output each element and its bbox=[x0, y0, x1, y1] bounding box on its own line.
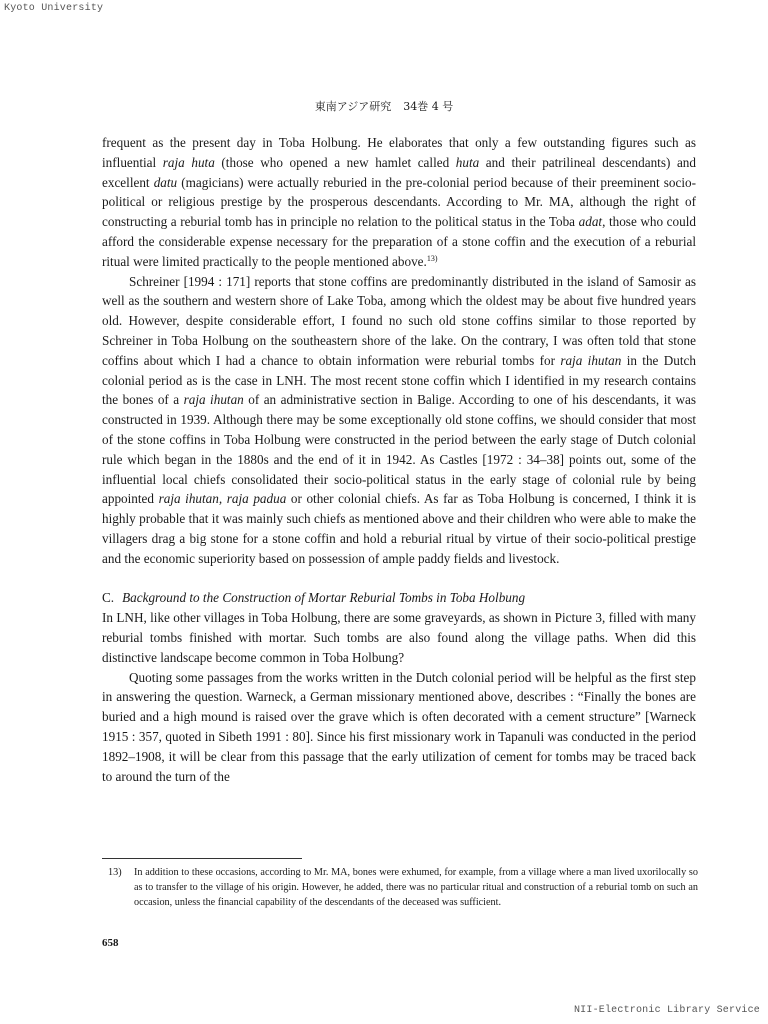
text-run: Schreiner [1994 : 171] reports that stone coffins are predominantly distributed in the island of Samosir as well as the southern and western shore of Lake Toba, among which the oldest may be about five hundred years old. However, despite considerable effort, I found no such old stone coffins similar to those reported by Schreiner in Toba Holbung on the southeastern shore of the lake. On the contrary, I was often told that stone coffins about which I had a chance to obtain information were reburial tombs for bbox=[102, 273, 696, 368]
italic-term: raja ihutan bbox=[560, 352, 622, 368]
paragraph-4: Quoting some passages from the works written in the Dutch colonial period will be helpful as the first step in answering the question. Warneck, a German missionary mentioned above, describes : “Finally the bones are buried and a high mound is raised over the grave which is often decorated with a cement structure” [Warneck 1915 : 357, quoted in Sibeth 1991 : 80]. Since his first missionary work in Tapanuli was conducted in the period 1892–1908, it will be clear from this passage that the early utilization of cement for tombs may be traced back to around the turn of the bbox=[102, 669, 696, 784]
section-title: Background to the Construction of Mortar Reburial Tombs in Toba Holbung bbox=[122, 590, 526, 606]
text-run: in the Dutch colonial period as is the case in LNH. The most recent stone coffin which I identified in my research contains the bones of a bbox=[102, 352, 696, 408]
text-run: (those who opened a new hamlet called bbox=[214, 154, 456, 170]
italic-term: adat bbox=[578, 214, 603, 230]
italic-term: huta bbox=[455, 154, 480, 170]
footnote-ref: 13) bbox=[426, 253, 438, 263]
watermark-bottom: NII-Electronic Library Service bbox=[573, 1005, 760, 1016]
italic-term: raja huta bbox=[162, 154, 215, 170]
text-run: or other colonial chiefs. As far as Toba Holbung is concerned, I think it is highly probable that it was mainly such chiefs as mentioned above and their children who were able to make the villagers drag a big stone for a stone coffin and hold a reburial ritual by virtue of their socio-political prestige and the economic superiority based on possession of ample paddy fields and livestock. bbox=[102, 491, 696, 566]
running-head-issue: 34巻 4 号 bbox=[403, 100, 454, 113]
running-head-title: 東南アジア研究 bbox=[314, 100, 392, 113]
paragraph-3: In LNH, like other villages in Toba Holbung, there are some graveyards, as shown in Picture 3, filled with many reburial tombs finished with mortar. Such tombs are also found along the village paths. When did this distinctive landscape become common in Toba Holbung? bbox=[102, 610, 696, 665]
watermark-top: Kyoto University bbox=[4, 3, 104, 14]
text-run: frequent as the present day in Toba Holbung. He elaborates that only a few outstanding figures such as influential bbox=[102, 135, 696, 170]
text-run: of an administrative section in Balige. According to one of his descendants, it was constructed in 1939. Although there may be some exceptionally old stone coffins, we should consider that most of the stone coffins in Toba Holbung were constructed in the period between the early stage of Dutch colonial rule which began in the 1880s and the end of it in 1942. As Castles [1972 : 34–38] points out, some of the influential local chiefs consolidated their socio-political status in the early stage of colonial rule by being appointed bbox=[102, 392, 697, 507]
text-run: , those who could afford the considerable expense necessary for the preparation of a stone coffin and the execution of a reburial ritual were limited practically to the people mentioned above. bbox=[102, 214, 696, 269]
running-head bbox=[0, 98, 768, 114]
text-run: (magicians) were actually reburied in the pre-colonial period because of their preeminent socio-political or religious prestige by the prosperous descendants. According to Mr. MA, although the right of constructing a reburial tomb has in principle no relation to the political status in the Toba bbox=[102, 174, 696, 230]
italic-term: raja ihutan, raja padua bbox=[158, 491, 287, 507]
footnote-divider bbox=[102, 858, 302, 859]
footnote bbox=[108, 866, 698, 910]
text-run: and their patrilineal descendants) and excellent bbox=[102, 154, 696, 190]
paragraph-2 bbox=[102, 272, 696, 569]
footnote-text: In addition to these occasions, according to Mr. MA, bones were exhumed, for example, from a village where a man lived uxorilocally so as to transfer to the village of his origin. However, he added, there was no particular ritual and construction of a reburial tomb on such an occasion, unless the financial capability of the descendants of the deceased was sufficient. bbox=[134, 867, 698, 908]
italic-term: raja ihutan bbox=[183, 392, 244, 408]
section-letter: C. bbox=[102, 590, 115, 606]
footnote-number: 13) bbox=[108, 867, 122, 878]
italic-term: datu bbox=[153, 174, 178, 190]
section-heading bbox=[102, 588, 696, 608]
page-number: 658 bbox=[102, 937, 119, 949]
article-body bbox=[102, 133, 696, 786]
paragraph-1 bbox=[102, 133, 696, 272]
